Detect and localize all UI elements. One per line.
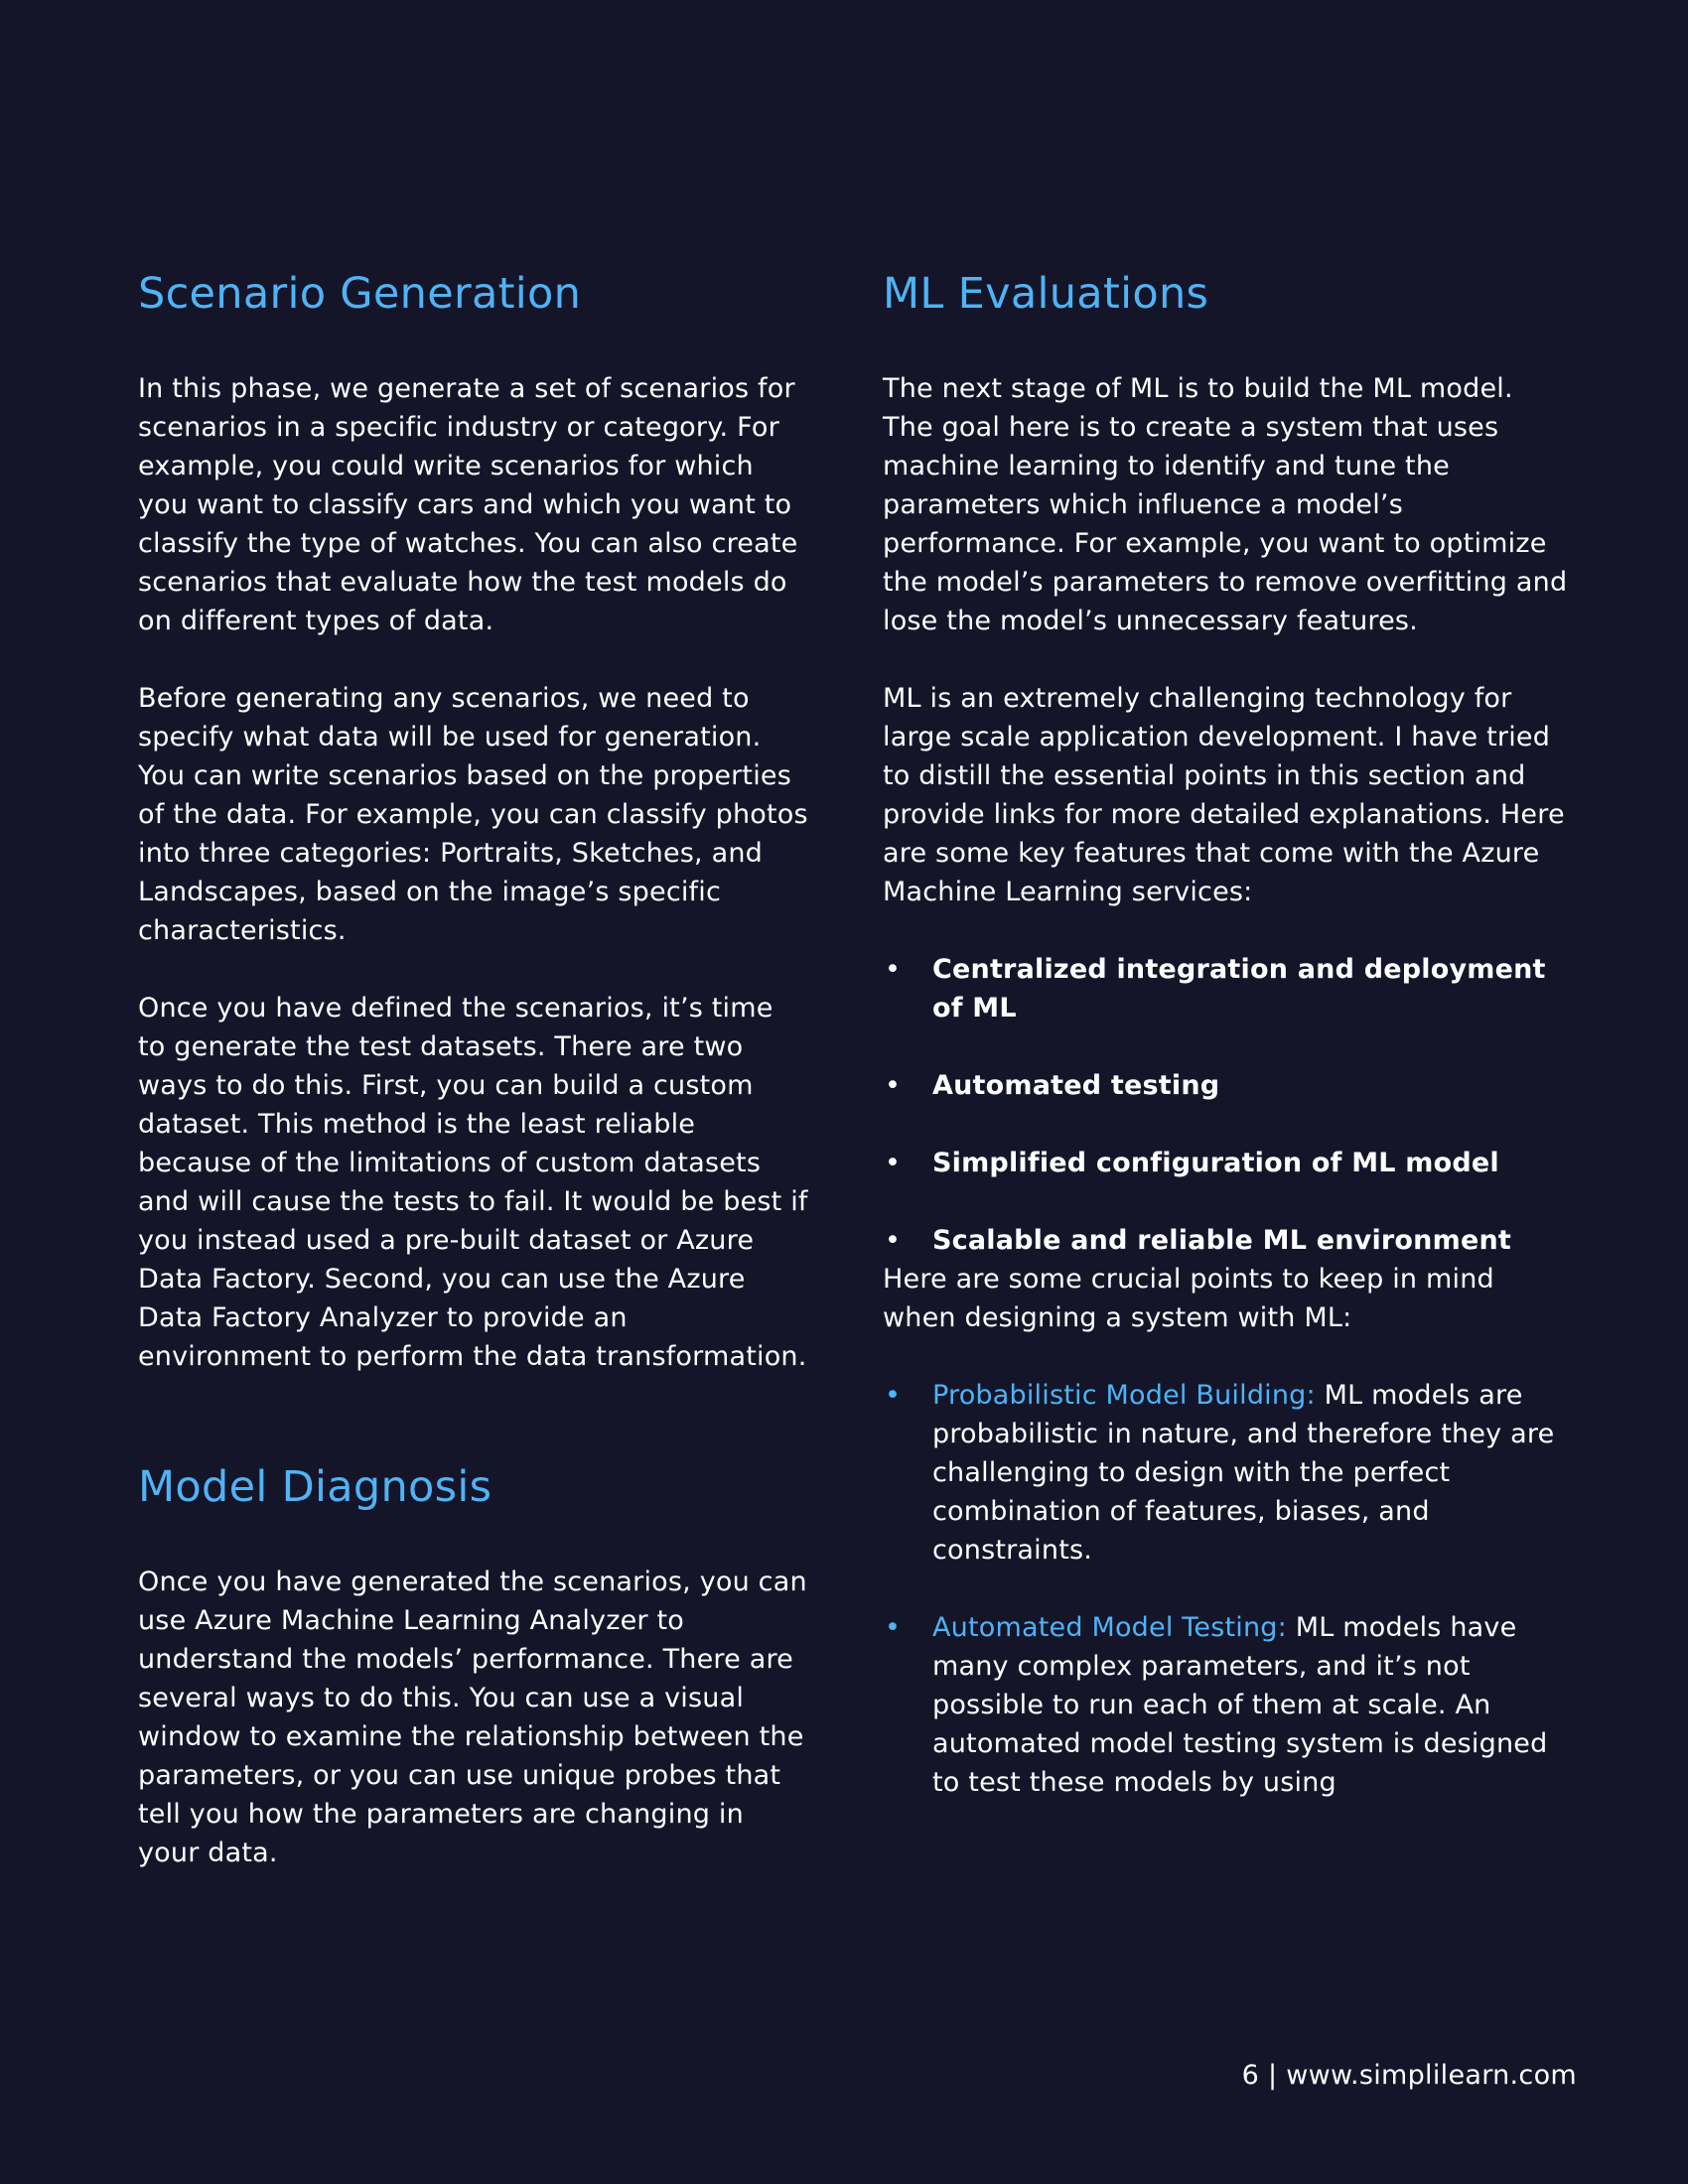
feature-list — [883, 950, 1568, 1260]
scenario-paragraph-3: Once you have defined the scenarios, it’s time to generate the test datasets. There are two ways to do this. First, you can build a custom dataset. This method is the least reliable because of the limitations of custom datasets and will cause the tests to fail. It would be best if you instead used a pre-built dataset or Azure Data Factory. Second, you can use the Azure Data Factory Analyzer to provide an environment to perform the data transformation. — [138, 993, 808, 1372]
point-term: Probabilistic Model Building: — [932, 1380, 1316, 1411]
page-footer: 6 | www.simplilearn.com — [1241, 2060, 1577, 2091]
points-list — [883, 1376, 1568, 1802]
scenario-paragraph-2: Before generating any scenarios, we need to specify what data will be used for generation. You can write scenarios based on the properties of the data. For example, you can classify photos into three categories: Portraits, Sketches, and Landscapes, based on the image’s specific characteristics. — [138, 683, 808, 946]
feature-item: • Simplified configuration of ML model — [883, 1144, 1568, 1182]
scenario-generation-heading: Scenario Generation — [138, 269, 582, 319]
right-column — [883, 268, 1568, 1841]
point-item — [883, 1608, 1568, 1802]
model-diagnosis-heading: Model Diagnosis — [138, 1462, 492, 1512]
points-intro: Here are some crucial points to keep in mind when designing a system with ML: — [883, 1264, 1494, 1333]
ml-evaluations-heading: ML Evaluations — [883, 269, 1209, 319]
diagnosis-paragraph-1: Once you have generated the scenarios, you can use Azure Machine Learning Analyzer to understand the models’ performance. There are several ways to do this. You can use a visual window to examine the relationship between the parameters, or you can use unique probes that tell you how the parameters are changing in your data. — [138, 1567, 807, 1868]
point-text: ML models have many complex parameters, and it’s not possible to run each of them at scale. An automated model testing system is designed to test these models by using — [932, 1612, 1548, 1798]
feature-item: • Automated testing — [883, 1066, 1568, 1105]
feature-item: • Scalable and reliable ML environment — [883, 1221, 1568, 1260]
feature-item: • Centralized integration and deployment of ML — [883, 950, 1568, 1027]
ml-paragraph-2: ML is an extremely challenging technology for large scale application development. I have tried to distill the essential points in this section and provide links for more detailed explanations. Here are some key features that come with the Azure Machine Learning services: — [883, 683, 1565, 907]
point-term: Automated Model Testing: — [932, 1612, 1287, 1643]
ml-paragraph-1: The next stage of ML is to build the ML model. The goal here is to create a system that uses machine learning to identify and tune the parameters which influence a model’s performance. For example, you want to optimize the model’s parameters to remove overfitting and lose the model’s unnecessary features. — [883, 373, 1568, 636]
scenario-paragraph-1: In this phase, we generate a set of scenarios for scenarios in a specific industry or category. For example, you could write scenarios for which you want to classify cars and which you want to classify the type of watches. You can also create scenarios that evaluate how the test models do on different types of data. — [138, 373, 798, 636]
point-text: ML models are probabilistic in nature, and therefore they are challenging to design with the perfect combination of features, biases, and constraints. — [932, 1380, 1555, 1566]
left-column — [138, 268, 808, 1872]
point-item — [883, 1376, 1568, 1570]
